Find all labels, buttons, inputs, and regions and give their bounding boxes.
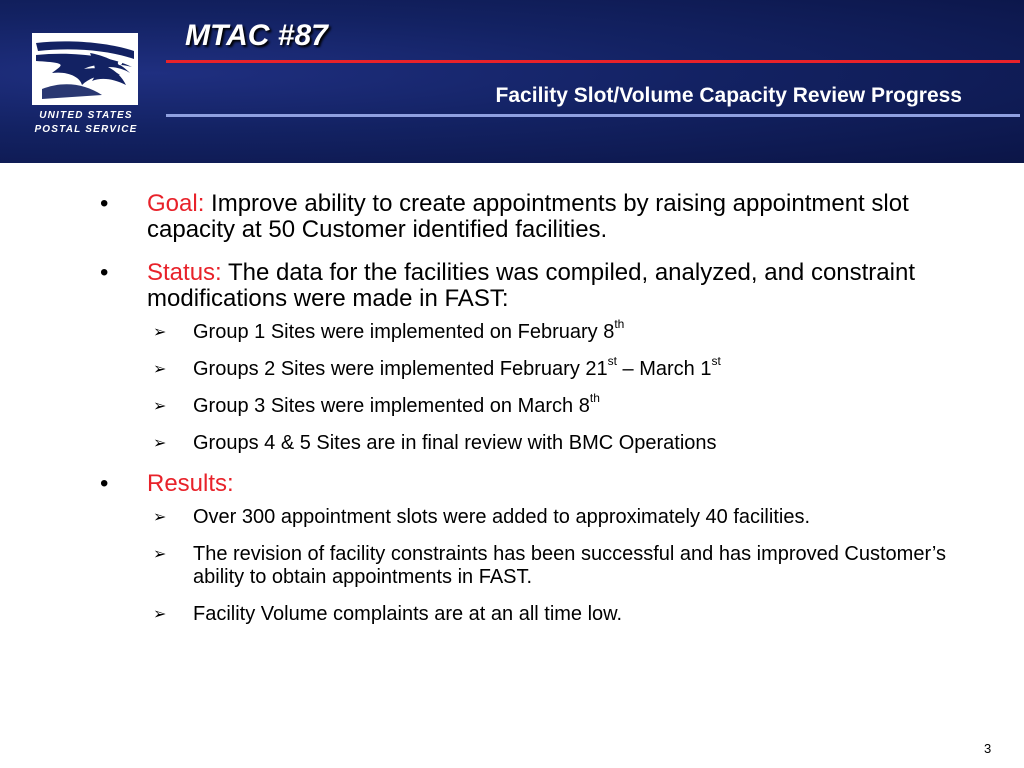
result-item-text: Facility Volume complaints are at an all time low. [193,603,623,625]
status-item-text-continued: – March 1 [616,358,712,380]
blue-divider [166,114,1020,117]
result-item-text: The revision of facility constraints has been successful and has improved Customer’s ability to obtain appointments in FAST. [193,543,946,588]
bullet-dot-icon: • [100,190,109,217]
list-item [147,432,980,455]
slide-header [0,0,1024,163]
arrow-bullet-icon: ➢ [153,606,167,623]
list-item [147,354,980,381]
status-sub-list [100,317,980,455]
arrow-bullet-icon: ➢ [153,361,167,378]
bullet-dot-icon: • [100,259,109,286]
arrow-bullet-icon: ➢ [153,435,167,452]
list-item [147,506,980,529]
arrow-bullet-icon: ➢ [153,546,167,563]
arrow-bullet-icon: ➢ [153,509,167,526]
status-label: Status: [147,259,222,286]
results-sub-list [100,506,980,626]
goal-text: Improve ability to create appointments by raising appointment slot capacity at 50 Customer identified facilities. [147,190,909,243]
result-item-text: Over 300 appointment slots were added to approximately 40 facilities. [193,506,811,528]
list-item [147,317,980,344]
status-item-text: Groups 4 & 5 Sites are in final review with BMC Operations [193,432,717,454]
status-item-text: Groups 2 Sites were implemented February 21 [193,358,608,380]
page-number: 3 [984,741,992,756]
goal-bullet [100,191,980,243]
status-text: The data for the facilities was compiled, analyzed, and constraint modifications were made in FAST: [147,259,915,312]
goal-label: Goal: [147,190,205,217]
status-item-text: Group 3 Sites were implemented on March 8 [193,395,590,417]
ordinal-suffix: st [711,354,721,369]
list-item [147,603,980,626]
ordinal-suffix: th [589,391,600,406]
slide-content [100,191,980,642]
arrow-bullet-icon: ➢ [153,398,167,415]
list-item [147,543,980,589]
list-item [147,391,980,418]
presentation-title: MTAC #87 [185,19,328,52]
ordinal-suffix: th [614,317,625,332]
logo-line-united-states: UNITED STATES [39,110,133,121]
status-bullet [100,260,980,312]
ordinal-suffix: st [607,354,617,369]
bullet-dot-icon: • [100,470,109,497]
results-bullet [100,471,980,497]
results-label: Results: [147,470,234,497]
status-item-text: Group 1 Sites were implemented on February 8 [193,321,615,343]
slide-title: Facility Slot/Volume Capacity Review Progress [495,84,962,107]
red-divider [166,60,1020,63]
logo-line-postal-service: POSTAL SERVICE [34,124,138,135]
arrow-bullet-icon: ➢ [153,324,167,341]
